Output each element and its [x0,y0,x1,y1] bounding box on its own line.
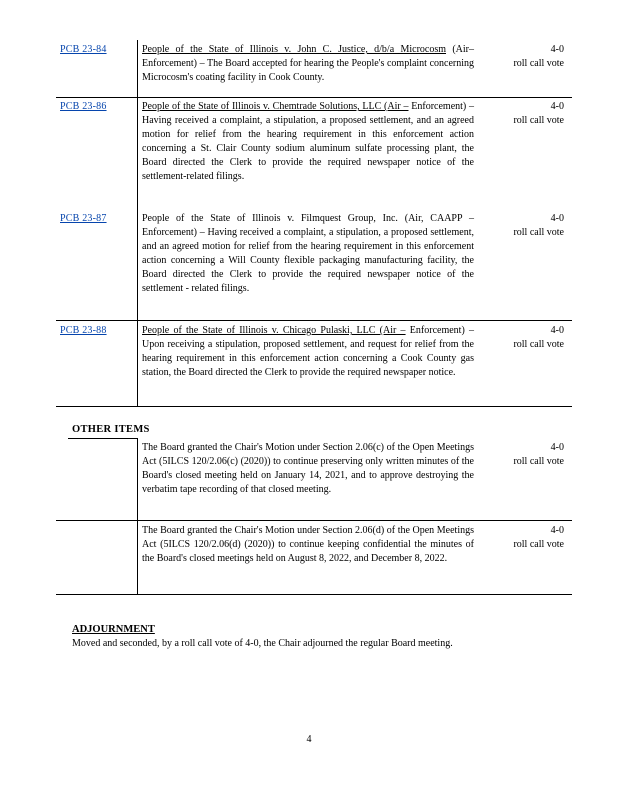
case-link-pcb-23-84[interactable]: PCB 23-84 [60,44,107,55]
row-divider [56,406,572,407]
case-description [142,43,474,85]
case-description [142,324,474,380]
case-description [142,212,474,297]
adjournment-heading: ADJOURNMENT [72,624,155,635]
vote-result [496,324,564,352]
case-summary: Enforcement) – Having received a complaint, a stipulation, a proposed settlement, and an agreed motion for relief from the hearing requirement in this enforcement action concerning a St. Clair County sodium aluminum sulfate processing plant, the Board directed the Clerk to provide the required newspaper notice of the settlement-related filings. [142,101,475,183]
column-divider [137,40,138,406]
vote-count: 4-0 [550,213,564,224]
vote-type: roll call vote [513,339,564,351]
vote-type: roll call vote [513,227,564,239]
row-divider [56,520,572,521]
vote-type: roll call vote [513,58,564,70]
case-link-pcb-23-86[interactable]: PCB 23-86 [60,101,107,112]
case-description [142,100,474,185]
vote-result [496,43,564,71]
vote-count: 4-0 [550,44,564,55]
case-summary: (Air–Enforcement) – The Board accepted for hearing the People's complaint concerning Microcosm's coating facility in Cook County. [142,44,474,84]
vote-result [496,212,564,240]
vote-count: 4-0 [550,525,564,536]
case-title: People of the State of Illinois v. Chemtrade Solutions, LLC (Air – [142,101,409,112]
vote-type: roll call vote [513,539,564,551]
case-title: People of the State of Illinois v. John C. Justice, d/b/a Microcosm [142,44,447,55]
vote-count: 4-0 [550,325,564,336]
vote-count: 4-0 [550,101,564,112]
row-divider [56,594,572,595]
vote-count: 4-0 [550,442,564,453]
other-item-text: The Board granted the Chair's Motion under Section 2.06(c) of the Open Meetings Act (5ILCS 120/2.06(c) (2020)) to continue preserving only written minutes of the Board's closed meeting held on January 14, 2021, and to approve destroying the verbatim tape recording of that closed meeting. [142,442,474,496]
vote-result [496,100,564,128]
adjournment-text: Moved and seconded, by a roll call vote of 4-0, the Chair adjourned the regular Board meeting. [72,638,453,649]
case-link-pcb-23-87[interactable]: PCB 23-87 [60,213,107,224]
vote-type: roll call vote [513,115,564,127]
page-number: 4 [306,734,312,745]
case-title: People of the State of Illinois v. Chicago Pulaski, LLC (Air – [142,325,406,336]
column-divider [137,438,138,594]
other-item-text: The Board granted the Chair's Motion under Section 2.06(d) of the Open Meetings Act (5ILCS 120/2.06(d) (2020)) to continue keeping confidential the minutes of the Board's closed meetings held on August 8, 2022, and December 8, 2022. [142,525,474,565]
vote-result [496,524,564,552]
vote-result [496,441,564,469]
case-link-pcb-23-88[interactable]: PCB 23-88 [60,325,107,336]
vote-type: roll call vote [513,456,564,468]
row-divider [56,320,572,321]
other-items-heading: OTHER ITEMS [72,424,150,435]
heading-underline [68,438,138,439]
case-summary: People of the State of Illinois v. Filmquest Group, Inc. (Air, CAAPP –Enforcement) – Having received a complaint, a stipulation, a proposed settlement, and an agreed motion for relief from the hearing requirement in this enforcement action concerning a Will County flexible packaging manufacturing facility, the Board directed the Clerk to provide the required newspaper notice of the settlement - related filings. [142,213,474,295]
case-summary: Enforcement) – Upon receiving a stipulation, proposed settlement, and request for relief from the hearing requirement in this enforcement action concerning a Cook County gas station, the Board directed the Clerk to provide the required newspaper notice. [142,325,474,379]
row-divider [56,97,572,98]
